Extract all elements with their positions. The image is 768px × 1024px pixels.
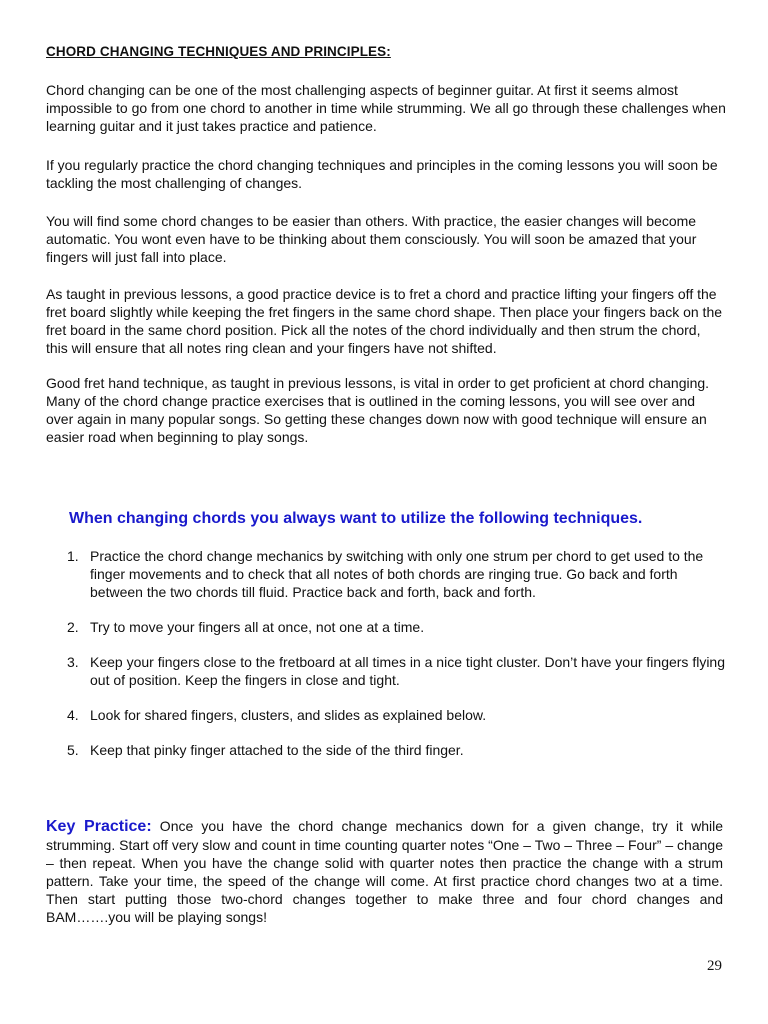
list-item-number: 1. <box>67 548 79 564</box>
list-item <box>46 741 726 759</box>
list-item-text: Try to move your fingers all at once, not one at a time. <box>90 619 425 635</box>
techniques-list <box>46 547 726 776</box>
page-heading: CHORD CHANGING TECHNIQUES AND PRINCIPLES: <box>46 44 391 59</box>
list-item-number: 3. <box>67 654 79 670</box>
list-item <box>46 706 726 724</box>
techniques-heading: When changing chords you always want to utilize the following techniques. <box>69 510 643 527</box>
page-number: 29 <box>707 958 722 974</box>
list-item-number: 5. <box>67 742 79 758</box>
list-item-number: 2. <box>67 619 79 635</box>
list-item-number: 4. <box>67 707 79 723</box>
key-practice-text: Once you have the chord change mechanics down for a given change, try it while strumming. Start off very slow and count in time counting quarter notes “One – Two – Three – Four” – change – then repeat. When you have the change solid with quarter notes then practice the change with a strum pattern. Take your time, the speed of the change will come. At first practice chord changes two at a time. Then start putting those two-chord changes together to make three and four chord changes and BAM…….you will be playing songs! <box>46 818 724 925</box>
list-item-text: Keep that pinky finger attached to the side of the third finger. <box>90 742 464 758</box>
list-item <box>46 653 726 689</box>
paragraph-regular-practice: If you regularly practice the chord changing techniques and principles in the coming lessons you will soon be tackling the most challenging of changes. <box>46 157 718 191</box>
paragraph-easier-changes: You will find some chord changes to be easier than others. With practice, the easier changes will become automatic. You wont even have to be thinking about them consciously. You will soon be amazed that your fingers will just fall into place. <box>46 213 697 265</box>
paragraph-fret-hand: Good fret hand technique, as taught in previous lessons, is vital in order to get proficient at chord changing. Many of the chord change practice exercises that is outlined in the coming lessons, you will see over and over again in many popular songs. So getting these changes down now with good technique will ensure an easier road when beginning to play songs. <box>46 375 710 445</box>
list-item-text: Keep your fingers close to the fretboard at all times in a nice tight cluster. Don’t have your fingers flying out of position. Keep the fingers in close and tight. <box>90 654 725 688</box>
key-practice-paragraph <box>46 817 723 926</box>
list-item <box>46 547 726 601</box>
list-item-text: Practice the chord change mechanics by switching with only one strum per chord to get used to the finger movements and to check that all notes of both chords are ringing true. Go back and forth between the two chords till fluid. Practice back and forth, back and forth. <box>90 548 704 600</box>
list-item <box>46 618 726 636</box>
key-practice-label: Key Practice: <box>46 818 152 835</box>
paragraph-intro: Chord changing can be one of the most challenging aspects of beginner guitar. At first it seems almost impossible to go from one chord to another in time while strumming. We all go through these challenges when learning guitar and it just takes practice and patience. <box>46 82 726 134</box>
paragraph-practice-device: As taught in previous lessons, a good practice device is to fret a chord and practice lifting your fingers off the fret board slightly while keeping the fret fingers in the same chord shape. Then place your fingers back on the fret board in the same chord position. Pick all the notes of the chord individually and then strum the chord, this will ensure that all notes ring clean and your fingers have not shifted. <box>46 286 723 356</box>
list-item-text: Look for shared fingers, clusters, and slides as explained below. <box>90 707 487 723</box>
